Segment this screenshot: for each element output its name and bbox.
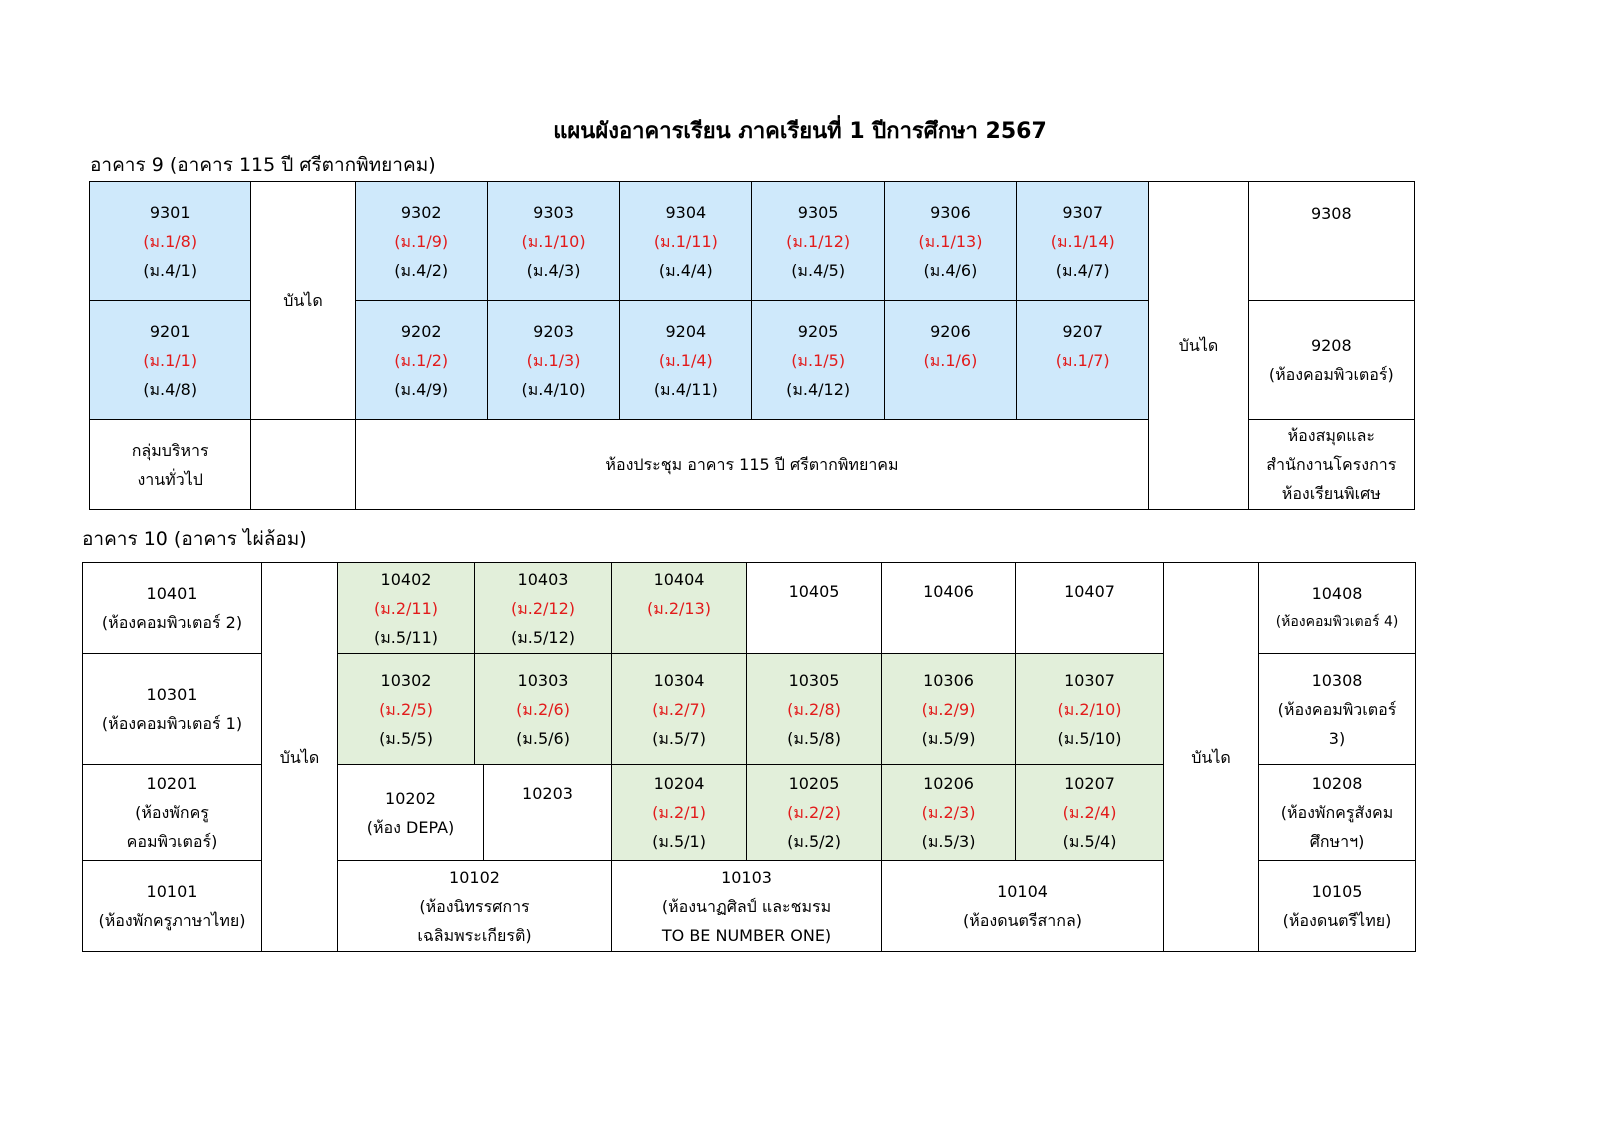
class-label: (ม.5/6): [516, 728, 570, 748]
room-number: 9301: [149, 202, 191, 222]
room-name-line-1: (ห้องนาฏศิลป์ และชมรม: [661, 896, 832, 916]
class-label: (ม.5/10): [1057, 728, 1122, 748]
stairs-left: บันได: [251, 182, 355, 420]
room-10404: [612, 563, 747, 654]
room-number: 9208: [1310, 336, 1352, 355]
room-number: 10202: [385, 788, 436, 808]
class-label: (ม.1/2): [394, 350, 449, 370]
admin-office: [90, 420, 251, 510]
class-label: (ม.2/10): [1057, 699, 1122, 719]
room-number: 9304: [665, 202, 707, 222]
room-9306: [884, 182, 1016, 301]
room-name-line-2: ศึกษาฯ): [1309, 832, 1365, 851]
library: [1248, 420, 1414, 510]
room-10406: [882, 563, 1016, 654]
room-9303: [487, 182, 619, 301]
room-10206: [882, 765, 1016, 861]
class-label: (ม.1/9): [394, 231, 449, 251]
room-name-line-2: 3): [1328, 728, 1346, 748]
room-9304: [620, 182, 752, 301]
class-label: (ม.5/8): [787, 728, 841, 748]
class-label: (ม.1/1): [143, 350, 198, 370]
room-name: (ห้องพักครูภาษาไทย): [98, 911, 246, 930]
class-label: (ม.2/11): [373, 598, 439, 618]
room-10301: [83, 654, 262, 765]
room-number: 10101: [146, 882, 198, 901]
room-10103: [612, 861, 882, 952]
room-10101: [83, 861, 262, 952]
room-9207: [1017, 301, 1149, 420]
stairs-left: บันได: [262, 563, 338, 952]
room-number: 10207: [1064, 774, 1115, 793]
room-9305: [752, 182, 884, 301]
class-label: (ม.4/12): [786, 379, 851, 399]
room-9201: [90, 301, 251, 420]
class-label: (ม.2/12): [510, 598, 576, 618]
room-number: 9205: [797, 321, 839, 341]
room-name-line-1: (ห้องพักครู: [135, 803, 209, 822]
room-number: 10408: [1311, 584, 1363, 603]
class-label: (ม.1/3): [526, 350, 581, 370]
room-number: 10308: [1311, 670, 1363, 690]
room-10408: [1259, 563, 1416, 654]
room-10304: [612, 654, 747, 765]
room-number: 10201: [146, 774, 198, 793]
room-10407: [1016, 563, 1164, 654]
room-number: 10203: [522, 784, 573, 803]
room-name-line-1: (ห้องคอมพิวเตอร์: [1277, 699, 1397, 719]
room-name-line-2: TO BE NUMBER ONE): [661, 925, 832, 945]
class-label: (ม.1/12): [786, 231, 851, 251]
class-label: (ม.4/1): [143, 260, 198, 280]
room-number: 10306: [923, 670, 974, 690]
room-name: (ห้องคอมพิวเตอร์ 1): [101, 714, 243, 733]
room-number: 10406: [923, 582, 974, 601]
class-label: (ม.4/6): [923, 260, 978, 280]
room-number: 9201: [149, 321, 191, 341]
room-10403: [475, 563, 612, 654]
class-label: (ม.2/9): [921, 699, 976, 719]
room-10102: [338, 861, 612, 952]
room-number: 9303: [533, 202, 574, 222]
class-label: (ม.4/9): [394, 379, 449, 399]
stairs-right: บันได: [1164, 563, 1259, 952]
class-label: (ม.4/8): [143, 379, 198, 399]
class-label: (ม.4/3): [526, 260, 581, 280]
stairs-right: บันได: [1149, 182, 1248, 510]
room-9203: [487, 301, 619, 420]
class-label: (ม.2/2): [787, 803, 841, 822]
room-10402: [338, 563, 475, 654]
class-label: (ม.2/4): [1062, 803, 1117, 822]
room-9205: [752, 301, 884, 420]
class-label: (ม.5/9): [921, 728, 976, 748]
building-10-plan: [82, 562, 1416, 952]
class-label: (ม.4/4): [658, 260, 713, 280]
room-number: 10208: [1311, 774, 1363, 793]
room-name: (ห้องดนตรีไทย): [1282, 911, 1392, 930]
class-label: (ม.4/5): [791, 260, 846, 280]
class-label: (ม.4/7): [1055, 260, 1110, 280]
room-number: 10405: [788, 582, 840, 601]
room-10201: [83, 765, 262, 861]
room-number: 9202: [400, 321, 442, 341]
class-label: (ม.1/6): [923, 351, 978, 370]
class-label: (ม.1/5): [791, 350, 846, 370]
room-name: (ห้องดนตรีสากล): [963, 911, 1083, 930]
class-label: (ม.2/8): [787, 699, 841, 719]
room-number: 10404: [653, 570, 705, 589]
admin-line-2: งานทั่วไป: [137, 469, 203, 489]
room-10205: [747, 765, 882, 861]
room-9307: [1017, 182, 1149, 301]
room-number: 10301: [146, 685, 198, 704]
class-label: (ม.2/5): [379, 699, 433, 719]
room-9208: [1248, 301, 1414, 420]
room-name: (ห้องคอมพิวเตอร์ 4): [1275, 614, 1399, 630]
room-9308: [1248, 182, 1414, 301]
room-number: 10102: [449, 867, 500, 887]
class-label: (ม.5/2): [787, 832, 841, 851]
room-10305: [747, 654, 882, 765]
room-9301: [90, 182, 251, 301]
room-name: (ห้องคอมพิวเตอร์): [1268, 365, 1394, 384]
class-label: (ม.5/3): [921, 832, 976, 851]
room-number: 10204: [653, 774, 705, 793]
room-number: 9306: [930, 202, 971, 222]
building-9-label: อาคาร 9 (อาคาร 115 ปี ศรีตากพิทยาคม): [90, 154, 436, 176]
class-label: (ม.5/4): [1062, 832, 1117, 851]
room-name: (ห้อง DEPA): [366, 817, 455, 837]
class-label: (ม.4/11): [653, 379, 718, 399]
stairs-left-lower: [251, 420, 355, 510]
class-label: (ม.2/1): [652, 803, 706, 822]
building-10-label: อาคาร 10 (อาคาร ไผ่ล้อม): [82, 528, 307, 550]
room-10104: [882, 861, 1164, 952]
library-line-2: สำนักงานโครงการ: [1266, 455, 1397, 474]
room-number: 9204: [665, 321, 707, 341]
room-9302: [355, 182, 487, 301]
room-9206: [884, 301, 1016, 420]
class-label: (ม.2/7): [652, 699, 706, 719]
room-number: 10305: [788, 670, 840, 690]
room-number: 10205: [788, 774, 840, 793]
class-label: (ม.1/4): [658, 350, 713, 370]
room-number: 10307: [1064, 670, 1115, 690]
room-number: 10401: [146, 584, 198, 603]
room-number: 9302: [400, 202, 442, 222]
room-9204: [620, 301, 752, 420]
room-name-line-1: (ห้องนิทรรศการ: [419, 896, 530, 916]
room-number: 10403: [517, 569, 569, 589]
room-name: (ห้องคอมพิวเตอร์ 2): [101, 613, 243, 632]
room-10202: [338, 765, 484, 861]
library-line-3: ห้องเรียนพิเศษ: [1281, 484, 1381, 503]
class-label: (ม.5/1): [652, 832, 706, 851]
room-number: 10302: [380, 670, 432, 690]
room-10207: [1016, 765, 1164, 861]
room-name-line-2: คอมพิวเตอร์): [126, 832, 218, 851]
room-number: 9203: [533, 321, 574, 341]
class-label: (ม.5/5): [379, 728, 433, 748]
room-number: 10206: [923, 774, 974, 793]
room-9202: [355, 301, 487, 420]
class-label: (ม.1/13): [918, 231, 983, 251]
class-label: (ม.1/7): [1055, 351, 1110, 370]
class-label: (ม.1/8): [143, 231, 198, 251]
class-label: (ม.1/11): [653, 231, 718, 251]
class-label: (ม.2/3): [921, 803, 976, 822]
room-number: 10104: [997, 882, 1048, 901]
room-10204: [612, 765, 747, 861]
room-number: 9307: [1062, 202, 1104, 222]
meeting-room: ห้องประชุม อาคาร 115 ปี ศรีตากพิทยาคม: [355, 420, 1149, 510]
room-number: 9308: [1310, 204, 1352, 223]
room-name-line-1: (ห้องพักครูสังคม: [1280, 803, 1394, 822]
room-10105: [1259, 861, 1416, 952]
room-10302: [338, 654, 475, 765]
room-number: 10407: [1064, 582, 1115, 601]
room-number: 10103: [721, 867, 772, 887]
room-number: 10303: [517, 670, 569, 690]
room-number: 9206: [930, 322, 971, 341]
class-label: (ม.4/10): [521, 379, 586, 399]
room-10303: [475, 654, 612, 765]
class-label: (ม.5/11): [373, 627, 439, 647]
room-number: 10402: [380, 569, 432, 589]
room-10307: [1016, 654, 1164, 765]
class-label: (ม.5/7): [652, 728, 706, 748]
class-label: (ม.1/10): [521, 231, 586, 251]
admin-line-1: กลุ่มบริหาร: [131, 440, 209, 460]
class-label: (ม.4/2): [394, 260, 449, 280]
library-line-1: ห้องสมุดและ: [1287, 426, 1375, 445]
class-label: (ม.1/14): [1050, 231, 1115, 251]
page-title: แผนผังอาคารเรียน ภาคเรียนที่ 1 ปีการศึกษา 2567: [553, 119, 1047, 144]
room-number: 10304: [653, 670, 705, 690]
room-10203: [484, 765, 612, 861]
room-number: 10105: [1311, 882, 1363, 901]
room-name-line-2: เฉลิมพระเกียรติ): [417, 925, 532, 945]
building-9-plan: [89, 181, 1415, 510]
room-number: 9305: [797, 202, 839, 222]
class-label: (ม.5/12): [510, 627, 576, 647]
room-10308: [1259, 654, 1416, 765]
class-label: (ม.2/6): [516, 699, 570, 719]
room-10208: [1259, 765, 1416, 861]
room-number: 9207: [1062, 322, 1104, 341]
class-label: (ม.2/13): [646, 599, 712, 618]
room-10401: [83, 563, 262, 654]
room-10306: [882, 654, 1016, 765]
room-10405: [747, 563, 882, 654]
